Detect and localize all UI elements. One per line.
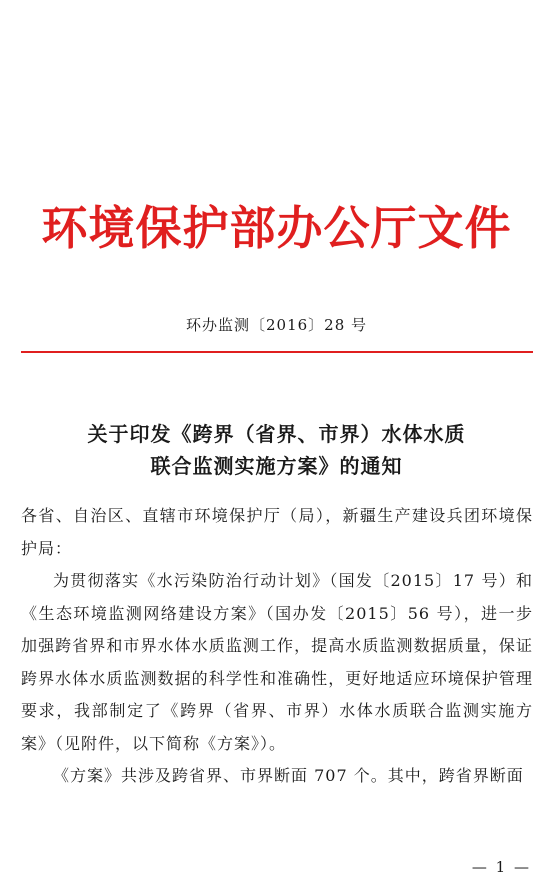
notice-title-line-2: 联合监测实施方案》的通知 [150, 454, 403, 478]
masthead-title: 环境保护部办公厅文件 [41, 201, 512, 255]
notice-title [0, 418, 553, 482]
addressee: 各省、自治区、直辖市环境保护厅（局），新疆生产建设兵团环境保护局： [21, 506, 533, 558]
page-number: — 1 — [471, 858, 531, 876]
body-paragraph-2: 《方案》共涉及跨省界、市界断面 707 个。其中，跨省界断面 [53, 766, 524, 785]
document-number: 环办监测〔2016〕28 号 [185, 316, 368, 334]
red-separator-line [21, 351, 533, 353]
notice-body [21, 500, 533, 793]
body-paragraph-1: 为贯彻落实《水污染防治行动计划》（国发〔2015〕17 号）和《生态环境监测网络建设方案》（国办发〔2015〕56 号），进一步加强跨省界和市界水体水质监测工作，提高水质监测数据质量，保证跨界水体水质监测数据的科学性和准确性，更好地适应环境保护管理要求，我部制定了《跨界（省界、市界）水体水质联合监测实施方案》（见附件，以下简称《方案》）。 [21, 571, 533, 753]
notice-title-line-1: 关于印发《跨界（省界、市界）水体水质 [87, 422, 466, 446]
